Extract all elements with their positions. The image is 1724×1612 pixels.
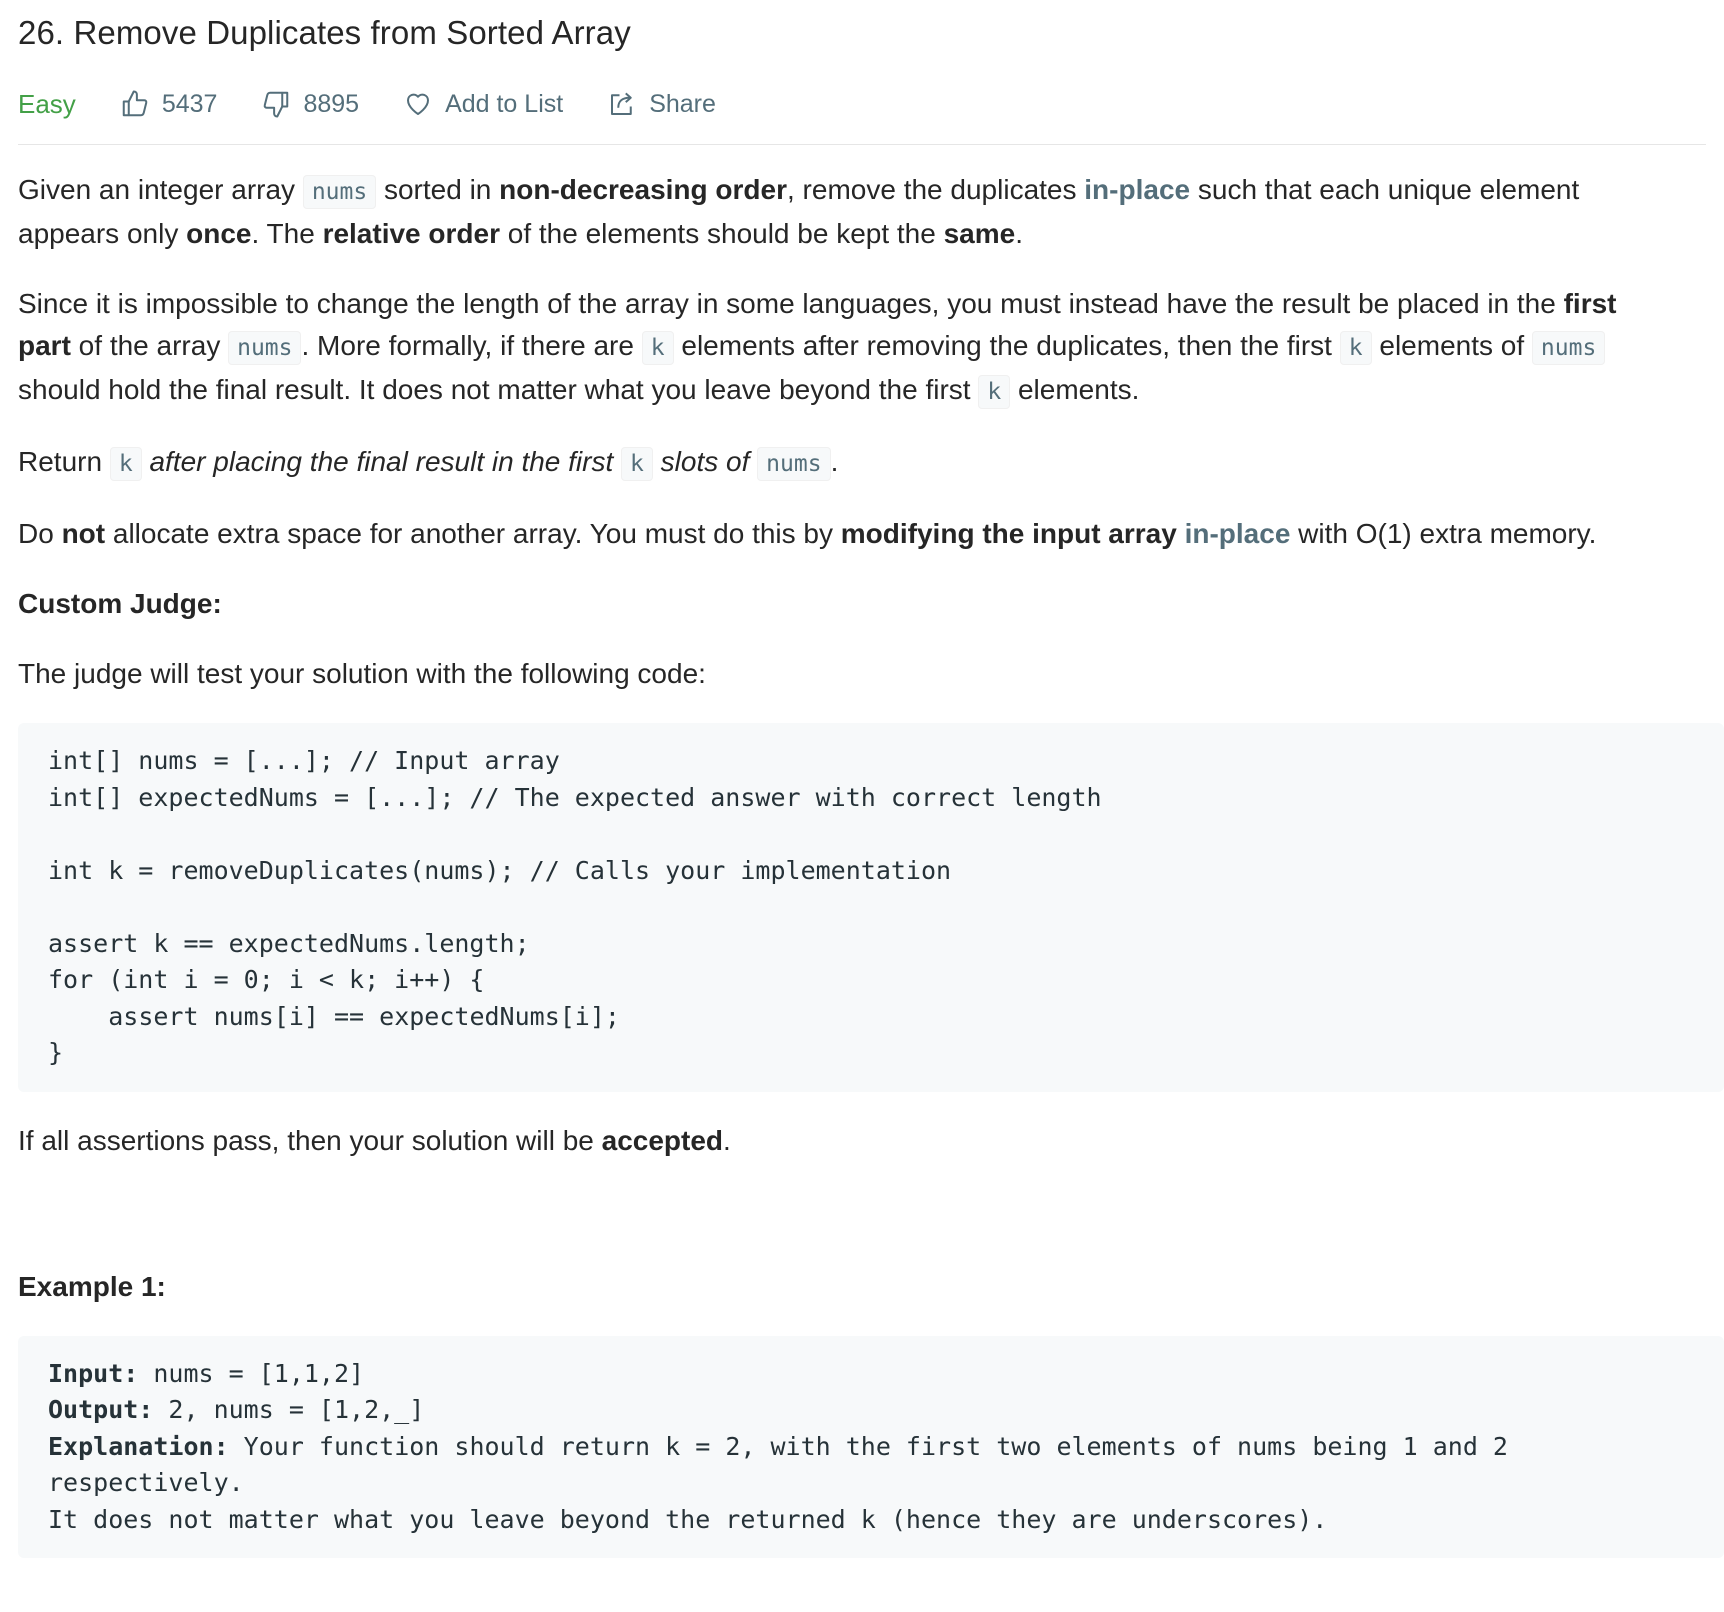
judge-intro: The judge will test your solution with the following code: xyxy=(18,658,706,689)
thumbs-up-icon xyxy=(120,89,150,119)
problem-description xyxy=(18,169,1706,1558)
share-label: Share xyxy=(649,89,716,118)
example-input-line xyxy=(48,1356,1694,1393)
difficulty-badge: Easy xyxy=(18,88,76,119)
italic-text: after placing the final result in the first xyxy=(141,446,622,477)
bold-text: same xyxy=(943,218,1016,249)
inline-code: nums xyxy=(228,331,301,365)
code-line: int[] nums = [...]; // Input array xyxy=(48,746,560,775)
input-value: nums = [1,1,2] xyxy=(138,1358,365,1388)
bold-text: accepted xyxy=(601,1124,724,1156)
text: elements of xyxy=(1371,330,1532,361)
share-icon xyxy=(607,89,637,119)
inline-code: nums xyxy=(1532,331,1605,365)
text: Return xyxy=(18,446,110,477)
bold-text: not xyxy=(61,518,106,549)
code-line xyxy=(48,816,1694,853)
text: of the array xyxy=(70,330,229,361)
text: should hold the final result. It does not matter what you leave beyond the first xyxy=(18,374,979,405)
text: . The xyxy=(251,218,323,249)
bold-text: modifying the input array xyxy=(840,518,1177,549)
text: , remove the duplicates xyxy=(787,174,1085,205)
output-value: 2, nums = [1,2,_] xyxy=(153,1395,425,1424)
italic-text: slots of xyxy=(652,446,758,477)
explanation-label: Explanation: xyxy=(48,1431,229,1461)
inline-code: k xyxy=(621,447,653,481)
text: such that each unique element appears only xyxy=(18,174,1580,249)
text: elements after removing the duplicates, then the first xyxy=(673,330,1340,361)
spacer xyxy=(18,1190,1666,1266)
text: If all assertions pass, then your solution will be xyxy=(18,1124,602,1156)
inline-code: k xyxy=(110,447,142,481)
code-line: for (int i = 0; i < k; i++) { xyxy=(48,965,485,994)
judge-code-block xyxy=(18,723,1724,1092)
example-explanation-line xyxy=(48,1429,1694,1502)
text: sorted in xyxy=(376,174,500,205)
add-to-list-label: Add to List xyxy=(445,89,564,118)
code-line xyxy=(48,889,1694,926)
example-explanation-line-2: It does not matter what you leave beyond the returned k (hence they are underscores). xyxy=(48,1504,1328,1534)
inline-code: k xyxy=(642,331,674,365)
inline-code: k xyxy=(978,375,1010,409)
bold-text: relative order xyxy=(322,218,500,249)
description-paragraph xyxy=(18,441,1666,485)
text xyxy=(1177,518,1185,549)
text: . More formally, if there are xyxy=(301,330,642,361)
output-label: Output: xyxy=(48,1395,154,1424)
share-button[interactable] xyxy=(607,89,716,119)
custom-judge-heading: Custom Judge: xyxy=(18,588,222,619)
text: . xyxy=(723,1124,731,1156)
code-line: int[] expectedNums = [...]; // The expected answer with correct length xyxy=(48,782,1102,812)
like-button[interactable] xyxy=(120,89,218,119)
text: of the elements should be kept the xyxy=(499,218,944,249)
example-1-block xyxy=(18,1336,1724,1559)
code-line: int k = removeDuplicates(nums); // Calls your implementation xyxy=(48,855,952,885)
text: Since it is impossible to change the length of the array in some languages, you must instead have the result be placed in the xyxy=(18,288,1564,319)
example-output-line xyxy=(48,1392,1694,1429)
code-line: assert k == expectedNums.length; xyxy=(48,928,530,958)
description-paragraph xyxy=(18,169,1666,255)
text: Do xyxy=(18,518,62,549)
description-paragraph xyxy=(18,283,1666,413)
text: . xyxy=(830,446,839,477)
bold-text: once xyxy=(186,218,252,249)
problem-title: 26. Remove Duplicates from Sorted Array xyxy=(18,14,631,51)
problem-meta-bar xyxy=(18,74,1706,145)
text: . xyxy=(1015,218,1024,249)
dislike-button[interactable] xyxy=(261,89,359,119)
code-line: assert nums[i] == expectedNums[i]; xyxy=(48,1001,620,1031)
add-to-list-button[interactable] xyxy=(403,89,563,119)
input-label: Input: xyxy=(48,1358,139,1388)
description-paragraph xyxy=(18,513,1666,555)
thumbs-down-icon xyxy=(261,89,291,119)
inline-code: nums xyxy=(303,175,376,209)
inline-code: nums xyxy=(757,447,830,481)
bold-text: non-decreasing order xyxy=(499,174,787,205)
text: elements. xyxy=(1010,374,1140,405)
text: allocate extra space for another array. You must do this by xyxy=(105,518,841,549)
text: with O(1) extra memory. xyxy=(1290,518,1597,549)
heart-icon xyxy=(403,89,433,119)
inline-code: k xyxy=(1340,331,1372,365)
like-count: 5437 xyxy=(161,89,218,118)
in-place-link[interactable]: in-place xyxy=(1084,174,1191,205)
example-1-heading: Example 1: xyxy=(18,1270,166,1302)
explanation-value: Your function should return k = 2, with the first two elements of nums being 1 and 2 respectively. xyxy=(48,1431,1524,1497)
bold-text: first part xyxy=(18,288,1617,361)
text: Given an integer array xyxy=(18,174,303,205)
in-place-link[interactable]: in-place xyxy=(1184,518,1291,549)
code-line: } xyxy=(48,1038,64,1067)
description-paragraph xyxy=(18,1120,1666,1162)
dislike-count: 8895 xyxy=(303,89,360,118)
